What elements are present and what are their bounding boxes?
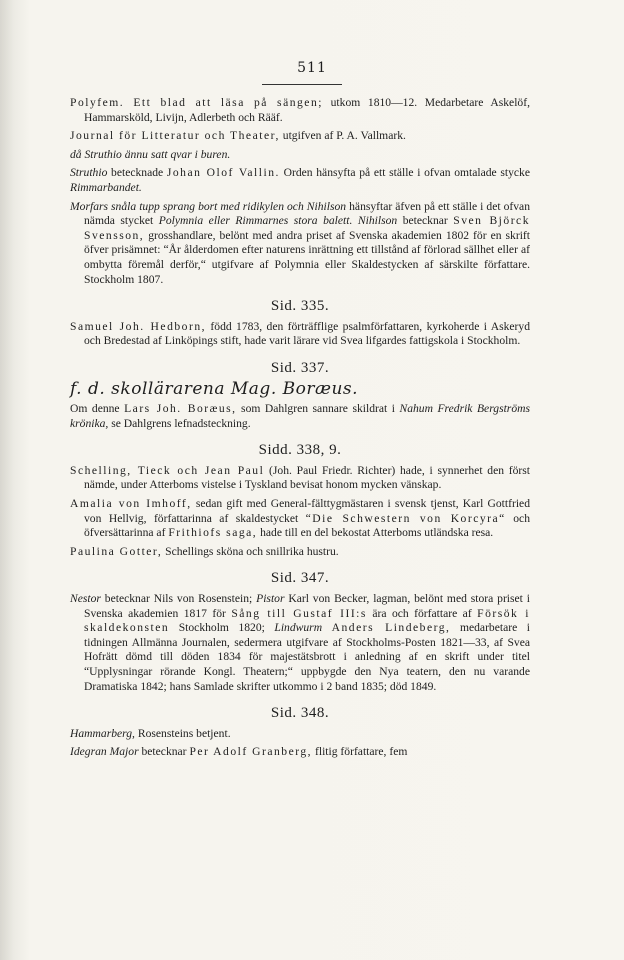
annotation-entry (70, 129, 530, 144)
spaced-name: Försök i skaldekonsten (84, 606, 530, 635)
spaced-name: Johan Olof Vallin. (166, 166, 280, 180)
section-heading: Sidd. 338, 9. (258, 442, 342, 459)
annotation-entry (70, 745, 530, 760)
entry-text: grosshandlare, belönt med andra priset af Svenska akademien 1802 för en skrift öfver prisämnet: “År ålderdomen efter naturens inrättning ett tillstånd af förlorad sällhet eller af ombytta föremål derför,“ utgifvare af Polymnia eller Skaldestycken af särskilte författare. Stockholm 1807. (84, 228, 530, 286)
italic-text: Nestor (70, 592, 101, 606)
entry-text: betecknar (397, 214, 454, 228)
spaced-name: Sång till Gustaf III:s (231, 606, 367, 620)
annotation-entry (70, 378, 530, 399)
entry-text: sedan gift med General-fälttygmästaren i svensk tjenst, Karl Gottfried von Hellvig, författarinna af skaldestycket (84, 497, 530, 525)
entry-text: betecknar Nils von Rosenstein; (100, 592, 257, 606)
entry-text: se Dahlgrens lefnadsteckning. (108, 416, 251, 430)
entry-text: Stockholm 1820; (169, 621, 275, 635)
section-heading: Sid. 347. (270, 570, 330, 587)
entry-text: medarbetare i tidningen Allmänna Journalen, sedermera utgifvare af Stockholms-Posten 1821—33, af Svea Hofrätt dömd till döden 1834 för majestätsbrott i anledning af en skrift under titel “Upplysningar rörande Kongl. Theatern;“ uppbygde den Nya teatern, den nu varande Dramatiska 1842; hans Samlade skrifter utkommo i 2 band 1835; död 1849. (84, 621, 530, 693)
annotation-entry (70, 402, 530, 431)
entry-text: ära och författare af (366, 606, 478, 620)
annotation-entry (70, 200, 530, 288)
italic-text: Hammarberg, (70, 726, 135, 740)
section-heading: Sid. 337. (270, 359, 330, 376)
section-heading: Sid. 335. (270, 298, 330, 315)
entry-text: Orden hänsyfta på ett ställe i ofvan omtalade stycke (279, 166, 531, 180)
entry-text: utgifven af P. A. Vallmark. (279, 129, 406, 143)
spaced-name: Anders Lindeberg, (331, 621, 451, 635)
entry-text: (Joh. Paul Friedr. Richter) hade, i synnerhet den först nämde, under Atterboms vistelse i Tyskland bevisat honom mycken vänskap. (84, 463, 530, 492)
spaced-name: Paulina Gotter, (70, 544, 163, 558)
annotation-entry (70, 592, 530, 694)
entry-text: Karl von Becker, lagman, belönt med stora priset i Svenska akademien 1817 för (84, 592, 530, 620)
italic-text: Rimmarbandet. (70, 180, 142, 194)
entry-text: flitig författare, fem (312, 745, 408, 759)
entry-text: Schellings sköna och snillrika hustru. (162, 544, 339, 558)
spaced-name: Polyfem. Ett blad att läsa på sängen; (70, 96, 323, 109)
annotation-entry (70, 320, 530, 349)
page-number-rule (262, 84, 342, 85)
spaced-name: Sven Björck Svensson, (84, 214, 530, 242)
entry-text: utkom 1810—12. Medarbetare Askelöf, Hammarsköld, Livijn, Adlerbeth och Rääf. (84, 96, 530, 124)
entry-text: och öfversättarinna af (84, 511, 531, 540)
spaced-name: “Die Schwestern von Korcyra“ (305, 511, 506, 525)
italic-text: Morfars snåla tupp sprang bort med ridikylen och Nihilson (70, 199, 347, 213)
spaced-name: Per Adolf Granberg, (189, 745, 313, 759)
entry-text: betecknar (138, 745, 190, 759)
annotation-entry (70, 148, 530, 163)
italic-text: Pistor (256, 592, 285, 606)
italic-text: Lindwurm (274, 621, 323, 635)
italic-text: Struthio (70, 166, 108, 180)
page-body (70, 96, 530, 764)
annotation-entry (70, 464, 530, 493)
annotation-entry (70, 166, 530, 195)
annotation-entry (70, 727, 530, 742)
entry-text: Om denne (70, 402, 125, 416)
italic-text: Nahum Fredrik Bergströms krönika, (70, 402, 530, 430)
annotation-entry (70, 545, 530, 560)
italic-text: då Struthio ännu satt qvar i buren. (70, 147, 231, 161)
spaced-name: Samuel Joh. Hedborn, (70, 319, 207, 333)
entry-text: hade till en del bekostat Atterboms utländska resa. (257, 526, 494, 540)
spaced-name: Frithiofs saga, (168, 526, 258, 540)
annotation-entry (70, 96, 530, 125)
entry-text: Rosensteins betjent. (134, 726, 231, 740)
spaced-name: Schelling, Tieck och Jean Paul (70, 463, 265, 477)
entry-text: betecknade (107, 166, 167, 180)
spaced-name: Lars Joh. Boræus, (124, 402, 237, 416)
annotation-entry (70, 497, 530, 541)
italic-text: Polymnia eller Rimmarnes stora balett. Nihilson (158, 214, 398, 228)
entry-text (322, 621, 332, 634)
handwritten-note: f. d. skollärarena Mag. Boræus. (70, 378, 359, 399)
entry-text: hänsyftar äfven på ett ställe i det ofvan nämda stycket (84, 199, 530, 228)
italic-text: Idegran Major (70, 745, 139, 759)
section-heading: Sid. 348. (270, 705, 330, 722)
entry-text: som Dahlgren sannare skildrat i (236, 402, 400, 416)
spaced-name: Journal för Litteratur och Theater, (70, 129, 280, 143)
entry-text: född 1783, den förträfflige psalmförfattaren, kyrkoherde i Askeryd och Bredestad af Linköpings stift, hade varit lärare vid Svea lifgardes fattigskola i Stockholm. (84, 319, 531, 348)
spaced-name: Amalia von Imhoff, (70, 497, 192, 511)
page-number: 511 (297, 60, 327, 76)
